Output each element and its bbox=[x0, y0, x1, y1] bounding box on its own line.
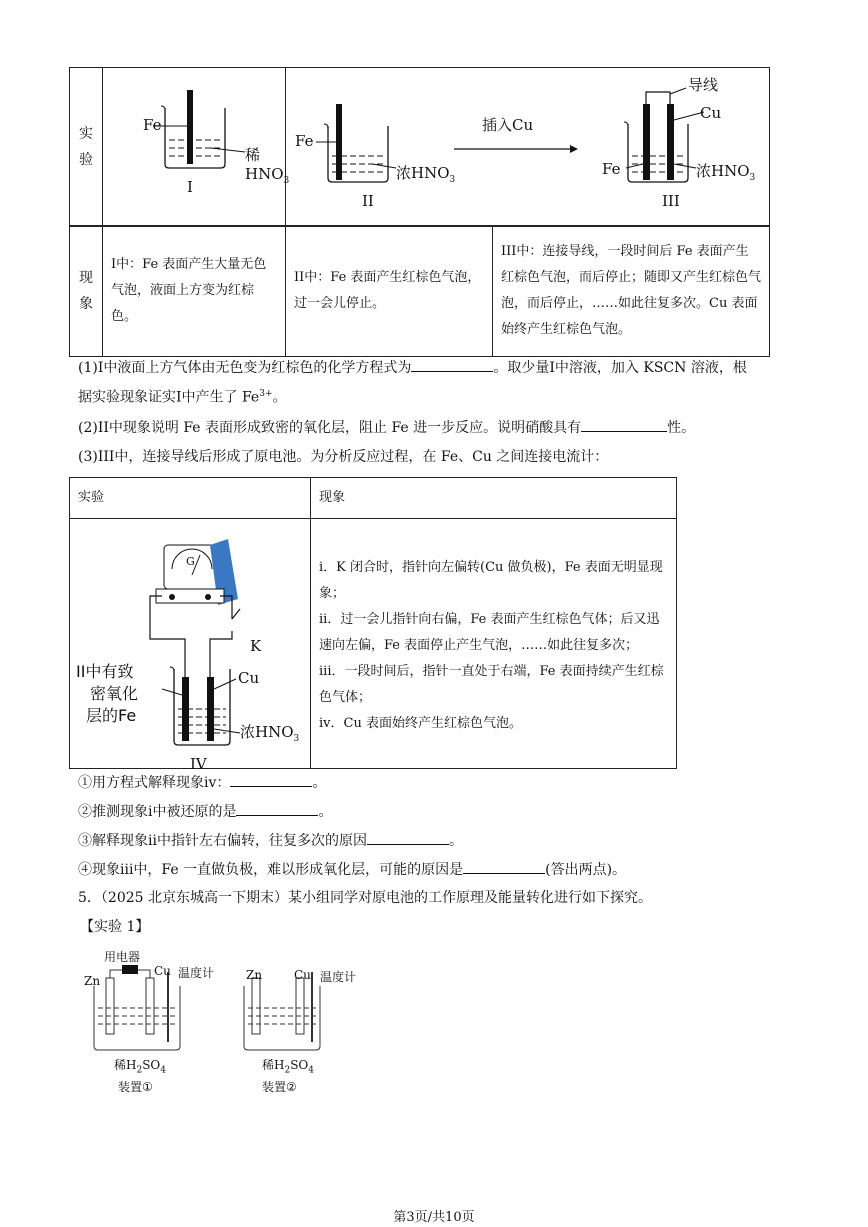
label-fe-I: Fe bbox=[143, 116, 162, 134]
label-oxide-note: II中有致 密氧化 层的Fe bbox=[76, 662, 139, 725]
question-3: (3)III中，连接导线后形成了原电池。为分析反应过程，在 Fe、Cu 之间连接电流计： bbox=[78, 449, 609, 465]
sub-question-2: ②推测现象i中被还原的是 。 bbox=[78, 801, 332, 822]
label-acid-2: 稀$H_2SO_4$ bbox=[262, 1058, 314, 1076]
caption-III: III bbox=[662, 192, 680, 210]
label-zn-2: Zn bbox=[246, 968, 263, 982]
label-acid-I: 稀$HNO_3$ bbox=[245, 146, 290, 186]
diagram-cell-II-III bbox=[286, 68, 770, 227]
answer-blank-s2[interactable] bbox=[236, 801, 318, 816]
caption-II: II bbox=[362, 192, 374, 210]
label-g: G bbox=[186, 555, 195, 568]
caption-device-2: 装置② bbox=[262, 1080, 297, 1094]
label-thermo-2: 温度计 bbox=[320, 970, 357, 984]
page-footer: 第3页/共10页 bbox=[393, 1210, 475, 1225]
table2-header-phenomenon: 现象 bbox=[311, 478, 677, 519]
question-2: (2)II中现象说明 Fe 表面形成致密的氧化层，阻止 Fe 进一步反应。说明硝酸具有 性。 bbox=[78, 417, 695, 438]
label-cu-2: Cu bbox=[294, 968, 311, 982]
experiment-table-1 bbox=[69, 67, 770, 227]
answer-blank-s3[interactable] bbox=[367, 830, 449, 845]
question-1-line-2: 据实验现象证实I中产生了 $Fe^{3+}$。 bbox=[78, 389, 287, 406]
caption-IV: IV bbox=[190, 755, 207, 773]
diagram-cell-I bbox=[103, 68, 290, 227]
sub-question-4: ④现象iii中，Fe 一直做负极，难以形成氧化层，可能的原因是 (答出两点)。 bbox=[78, 859, 626, 880]
observation-III: III中：连接导线，一段时间后 Fe 表面产生红棕色气泡，而后停止；随即又产生红棕色气泡，而后停止，……如此往复多次。Cu 表面始终产生红棕色气泡。 bbox=[493, 226, 770, 357]
label-acid-1: 稀$H_2SO_4$ bbox=[114, 1058, 166, 1076]
label-cu-III: Cu bbox=[700, 104, 722, 122]
row-label-phenomenon: 现象 bbox=[70, 226, 103, 357]
caption-device-1: 装置① bbox=[118, 1080, 153, 1094]
arrow-label: 插入Cu bbox=[482, 116, 534, 134]
label-cu-IV: Cu bbox=[238, 669, 260, 687]
label-cu-1: Cu bbox=[154, 964, 171, 978]
diagram-cell-IV bbox=[70, 519, 311, 773]
label-wire: 导线 bbox=[688, 76, 719, 94]
question-5: 5．（2025 北京东城高一下期末）某小组同学对原电池的工作原理及能量转化进行如下探究。 bbox=[78, 890, 652, 906]
experiment-table-2 bbox=[69, 477, 677, 773]
answer-blank-s1[interactable] bbox=[230, 772, 312, 787]
label-fe-III: Fe bbox=[602, 160, 621, 178]
answer-blank-1[interactable] bbox=[411, 357, 493, 372]
experiment-table-1-observations bbox=[69, 225, 770, 357]
observation-II: II中：Fe 表面产生红棕色气泡，过一会儿停止。 bbox=[286, 226, 493, 357]
label-thermo-1: 温度计 bbox=[178, 966, 215, 980]
sub-question-1: ①用方程式解释现象iv： 。 bbox=[78, 772, 326, 793]
label-bulb: 用电器 bbox=[104, 950, 141, 964]
sub-question-3: ③解释现象ii中指针左右偏转，往复多次的原因 。 bbox=[78, 830, 463, 851]
experiment-1-heading: 【实验 1】 bbox=[80, 919, 150, 935]
answer-blank-s4[interactable] bbox=[463, 859, 545, 874]
label-acid-III: 浓$HNO_3$ bbox=[696, 162, 756, 183]
observation-I: I中：Fe 表面产生大量无色气泡，液面上方变为红棕色。 bbox=[103, 226, 286, 357]
answer-blank-2[interactable] bbox=[581, 417, 667, 432]
row-label-experiment: 实验 bbox=[70, 68, 103, 227]
question-1-line-1: (1)I中液面上方气体由无色变为红棕色的化学方程式为 。取少量I中溶液，加入 KSCN 溶液，根 bbox=[78, 357, 747, 378]
label-zn-1: Zn bbox=[84, 974, 101, 988]
table2-observations: i．K 闭合时，指针向左偏转(Cu 做负极)，Fe 表面无明显现象； ii．过一会儿指针向右偏，Fe 表面产生红棕色气体；后又迅速向左偏，Fe 表面停止产生气泡，……如此往复多次； iii．一段时间后，指针一直处于右端，Fe 表面持续产生红棕色气体； iv．Cu 表面始终产生红棕色气泡。 bbox=[311, 519, 677, 769]
label-k: K bbox=[250, 637, 262, 655]
label-acid-IV: 浓$HNO_3$ bbox=[240, 723, 300, 744]
caption-I: I bbox=[187, 178, 193, 196]
label-fe-II: Fe bbox=[295, 132, 314, 150]
label-acid-II: 浓$HNO_3$ bbox=[396, 164, 456, 185]
table2-header-experiment: 实验 bbox=[70, 478, 311, 519]
